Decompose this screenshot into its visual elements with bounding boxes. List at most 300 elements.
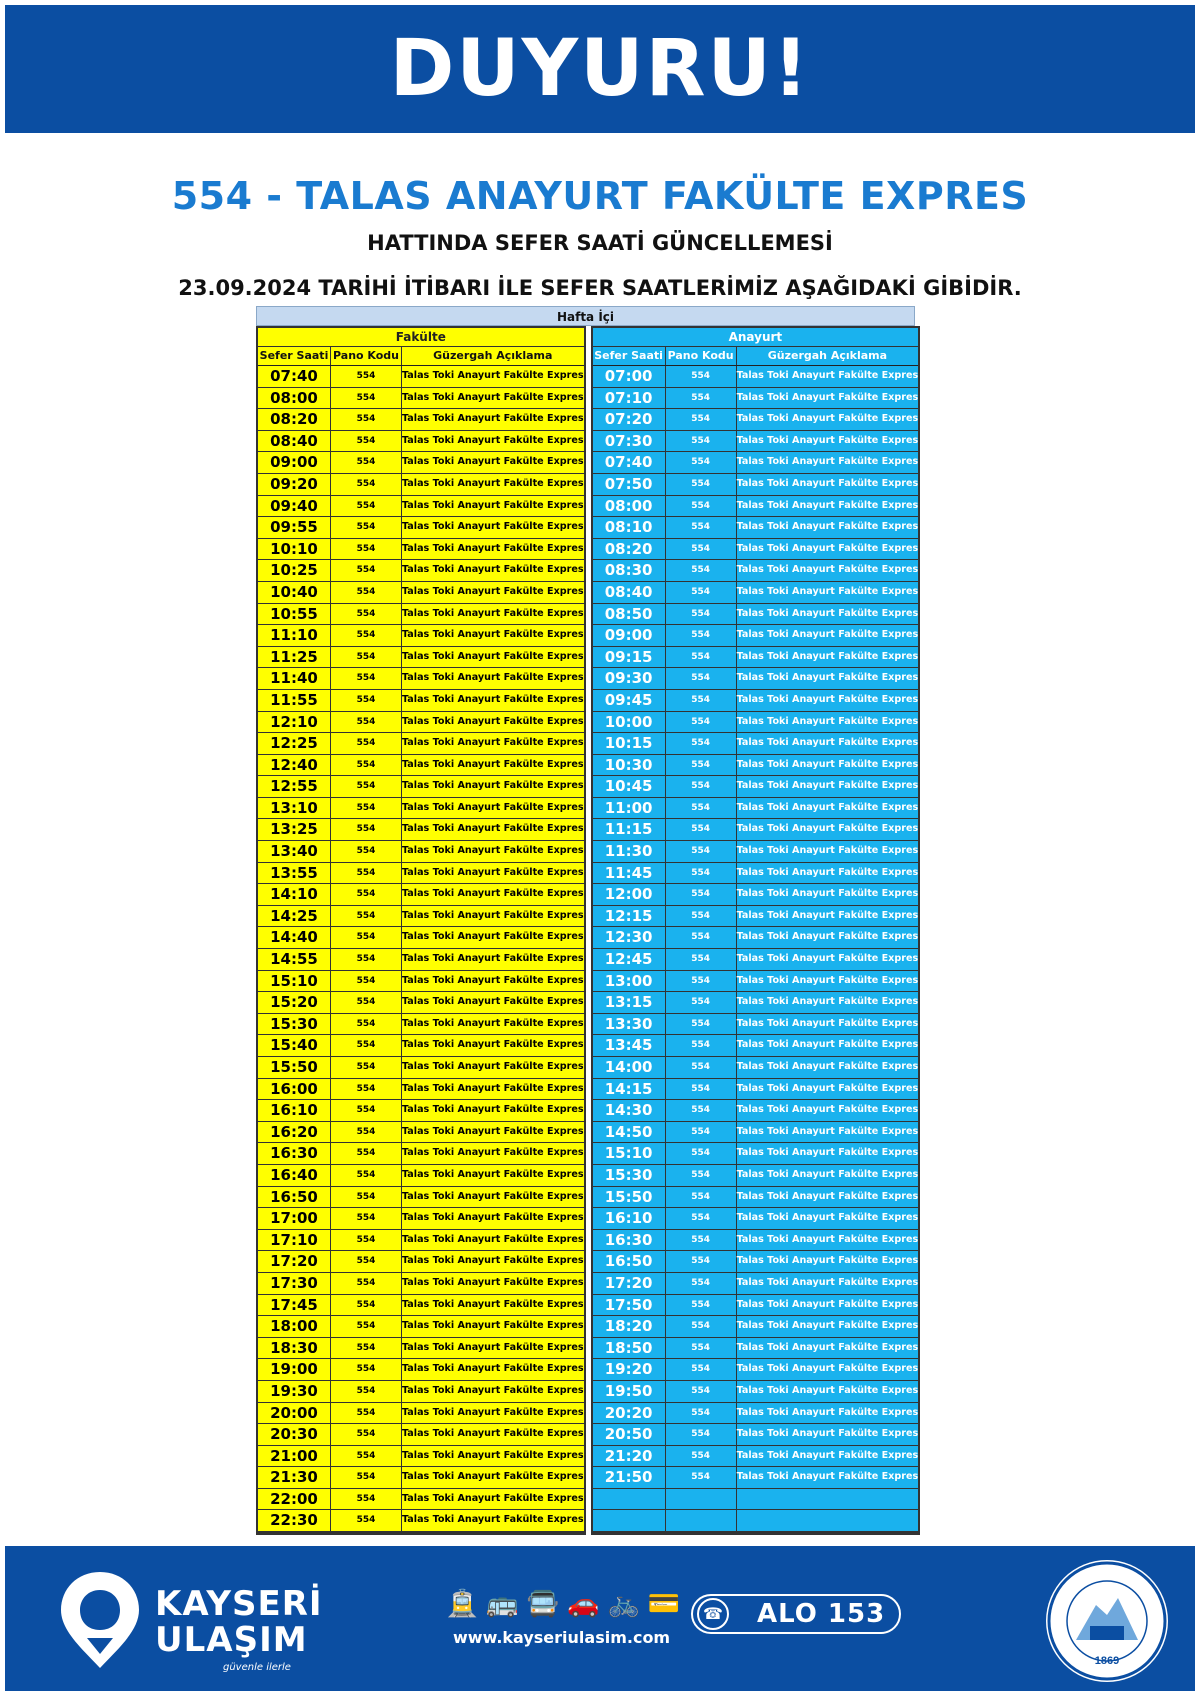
- col-header-time: Sefer Saati: [593, 347, 666, 365]
- departure-time: 15:30: [593, 1165, 666, 1186]
- route-description: Talas Toki Anayurt Fakülte Expres: [736, 715, 919, 727]
- table-row: [593, 992, 919, 1014]
- route-description: Talas Toki Anayurt Fakülte Expres: [402, 1514, 584, 1526]
- route-description: Talas Toki Anayurt Fakülte Expres: [402, 1298, 584, 1310]
- board-code: 554: [666, 819, 737, 840]
- departure-time: 13:55: [258, 863, 331, 884]
- departure-time: 08:20: [593, 539, 666, 560]
- table-row: [593, 366, 919, 388]
- departure-time: 09:15: [593, 647, 666, 668]
- route-description: Talas Toki Anayurt Fakülte Expres: [402, 693, 584, 705]
- table-row: [258, 755, 584, 777]
- route-description: Talas Toki Anayurt Fakülte Expres: [736, 1363, 919, 1375]
- board-code: 554: [666, 949, 737, 970]
- board-code: 554: [331, 1079, 402, 1100]
- board-code: 554: [331, 539, 402, 560]
- board-code: 554: [331, 1100, 402, 1121]
- departure-time: 10:30: [593, 755, 666, 776]
- table-row: [258, 1035, 584, 1057]
- table-row: [593, 604, 919, 626]
- departure-time: 11:30: [593, 841, 666, 862]
- departure-time: 17:00: [258, 1208, 331, 1229]
- route-description: Talas Toki Anayurt Fakülte Expres: [402, 1190, 584, 1202]
- departure-time: 12:40: [258, 755, 331, 776]
- departure-time: 12:25: [258, 733, 331, 754]
- route-description: Talas Toki Anayurt Fakülte Expres: [402, 996, 584, 1008]
- route-title: 554 - TALAS ANAYURT FAKÜLTE EXPRES: [171, 174, 1029, 218]
- departure-time: 07:00: [593, 366, 666, 387]
- board-code: 554: [331, 1510, 402, 1531]
- departure-time: 07:20: [593, 409, 666, 430]
- table-row: [593, 841, 919, 863]
- departure-time: 17:50: [593, 1295, 666, 1316]
- table-row: [593, 1446, 919, 1468]
- board-code: 554: [666, 884, 737, 905]
- departure-time: 17:20: [593, 1273, 666, 1294]
- departure-time: 15:40: [258, 1035, 331, 1056]
- table-row: [593, 1489, 919, 1511]
- departure-time: 11:45: [593, 863, 666, 884]
- departure-time: 15:30: [258, 1014, 331, 1035]
- table-row: [258, 668, 584, 690]
- route-description: Talas Toki Anayurt Fakülte Expres: [402, 758, 584, 770]
- departure-time: 16:20: [258, 1122, 331, 1143]
- table-row: [593, 927, 919, 949]
- table-row: [258, 1381, 584, 1403]
- route-description: Talas Toki Anayurt Fakülte Expres: [736, 1082, 919, 1094]
- brand-tagline: güvenle ilerle: [223, 1662, 291, 1673]
- board-code: 554: [666, 517, 737, 538]
- departure-time: 10:25: [258, 560, 331, 581]
- route-description: Talas Toki Anayurt Fakülte Expres: [736, 1061, 919, 1072]
- route-description: Talas Toki Anayurt Fakülte Expres: [736, 585, 919, 597]
- table-row: [258, 776, 584, 798]
- board-code: [666, 1510, 737, 1531]
- brand-name-line2: ULAŞIM: [155, 1620, 308, 1660]
- route-description: Talas Toki Anayurt Fakülte Expres: [402, 521, 584, 533]
- departure-time: 10:10: [258, 539, 331, 560]
- board-code: 554: [331, 1035, 402, 1056]
- table-row: [258, 1165, 584, 1187]
- route-description: Talas Toki Anayurt Fakülte Expres: [736, 629, 919, 641]
- fakulte-departures: [256, 326, 586, 1535]
- board-code: 554: [666, 366, 737, 387]
- board-code: 554: [331, 1359, 402, 1380]
- route-description: Talas Toki Anayurt Fakülte Expres: [402, 1255, 584, 1267]
- departure-time: 12:10: [258, 712, 331, 733]
- departure-time: 22:30: [258, 1510, 331, 1531]
- hotline-badge[interactable]: [691, 1594, 901, 1634]
- table-row: [258, 733, 584, 755]
- table-row: [258, 1208, 584, 1230]
- board-code: 554: [331, 1187, 402, 1208]
- col-header-code: Pano Kodu: [666, 347, 737, 365]
- departure-time: 09:20: [258, 474, 331, 495]
- announcement-title: DUYURU!: [389, 24, 811, 114]
- board-code: 554: [666, 1230, 737, 1251]
- route-description: Talas Toki Anayurt Fakülte Expres: [402, 1168, 584, 1180]
- departure-time: 08:00: [258, 388, 331, 409]
- table-row: [258, 1316, 584, 1338]
- departure-time: 07:10: [593, 388, 666, 409]
- board-code: 554: [331, 366, 402, 387]
- board-code: 554: [666, 431, 737, 452]
- board-code: 554: [666, 1035, 737, 1056]
- route-description: Talas Toki Anayurt Fakülte Expres: [402, 1017, 584, 1029]
- board-code: 554: [666, 452, 737, 473]
- table-row: [258, 992, 584, 1014]
- route-description: Talas Toki Anayurt Fakülte Expres: [736, 1428, 919, 1440]
- table-row: [593, 949, 919, 971]
- board-code: 554: [331, 1014, 402, 1035]
- departure-time: 11:00: [593, 798, 666, 819]
- table-row: [258, 604, 584, 626]
- route-description: Talas Toki Anayurt Fakülte Expres: [736, 1276, 919, 1288]
- table-row: [258, 863, 584, 885]
- departure-time: 16:40: [258, 1165, 331, 1186]
- departure-time: 20:20: [593, 1403, 666, 1424]
- route-description: Talas Toki Anayurt Fakülte Expres: [402, 1320, 584, 1332]
- table-row: [593, 733, 919, 755]
- table-row: [593, 1230, 919, 1252]
- route-description: Talas Toki Anayurt Fakülte Expres: [402, 1449, 584, 1461]
- departure-time: 14:50: [593, 1122, 666, 1143]
- board-code: 554: [331, 992, 402, 1013]
- table-row: [258, 1187, 584, 1209]
- board-code: 554: [331, 884, 402, 905]
- departure-time: 16:10: [593, 1208, 666, 1229]
- route-description: Talas Toki Anayurt Fakülte Expres: [402, 1039, 584, 1051]
- departure-time: 13:45: [593, 1035, 666, 1056]
- table-row: [593, 1424, 919, 1446]
- route-description: Talas Toki Anayurt Fakülte Expres: [736, 823, 919, 835]
- route-description: Talas Toki Anayurt Fakülte Expres: [736, 1320, 919, 1332]
- card-icon: 💳: [647, 1589, 681, 1619]
- route-description: Talas Toki Anayurt Fakülte Expres: [736, 1017, 919, 1029]
- board-code: 554: [666, 1273, 737, 1294]
- table-row: [593, 1079, 919, 1101]
- table-row: [593, 388, 919, 410]
- departure-time: 21:20: [593, 1446, 666, 1467]
- board-code: 554: [666, 906, 737, 927]
- board-code: 554: [331, 776, 402, 797]
- board-code: 554: [666, 539, 737, 560]
- departure-time: [593, 1510, 666, 1531]
- route-description: Talas Toki Anayurt Fakülte Expres: [402, 370, 584, 381]
- departure-time: 14:30: [593, 1100, 666, 1121]
- table-row: [593, 884, 919, 906]
- board-code: 554: [331, 1381, 402, 1402]
- board-code: 554: [331, 1057, 402, 1078]
- board-code: 554: [331, 798, 402, 819]
- bus-icon: 🚌: [486, 1589, 519, 1619]
- route-description: Talas Toki Anayurt Fakülte Expres: [402, 931, 584, 943]
- tram-icon: 🚊: [446, 1589, 479, 1619]
- departure-time: 12:30: [593, 927, 666, 948]
- board-code: 554: [331, 927, 402, 948]
- board-code: 554: [666, 1316, 737, 1337]
- departure-time: 12:00: [593, 884, 666, 905]
- phone-icon: ☎: [697, 1598, 729, 1630]
- departure-time: 16:30: [258, 1143, 331, 1164]
- table-row: [593, 906, 919, 928]
- table-row: [258, 1273, 584, 1295]
- board-code: 554: [666, 1122, 737, 1143]
- route-description: Talas Toki Anayurt Fakülte Expres: [736, 650, 919, 662]
- anayurt-rows: [593, 366, 919, 1533]
- route-description: Talas Toki Anayurt Fakülte Expres: [736, 1039, 919, 1051]
- table-row: [593, 539, 919, 561]
- board-code: 554: [666, 1403, 737, 1424]
- departure-time: 11:15: [593, 819, 666, 840]
- board-code: 554: [666, 1467, 737, 1488]
- board-code: 554: [666, 1359, 737, 1380]
- departure-time: 08:00: [593, 496, 666, 517]
- route-description: Talas Toki Anayurt Fakülte Expres: [402, 1061, 584, 1072]
- board-code: 554: [331, 1446, 402, 1467]
- departure-time: 19:20: [593, 1359, 666, 1380]
- route-description: Talas Toki Anayurt Fakülte Expres: [402, 1125, 584, 1137]
- route-description: [737, 1489, 919, 1510]
- route-description: [737, 1510, 919, 1531]
- route-description: Talas Toki Anayurt Fakülte Expres: [736, 1255, 919, 1267]
- board-code: 554: [666, 1295, 737, 1316]
- departure-time: 12:55: [258, 776, 331, 797]
- table-row: [258, 517, 584, 539]
- board-code: 554: [331, 1208, 402, 1229]
- route-description: Talas Toki Anayurt Fakülte Expres: [736, 499, 919, 511]
- brand-name-line1: KAYSERİ: [155, 1584, 323, 1624]
- route-description: Talas Toki Anayurt Fakülte Expres: [736, 542, 919, 554]
- route-description: Talas Toki Anayurt Fakülte Expres: [736, 974, 919, 986]
- board-code: 554: [331, 1338, 402, 1359]
- route-description: Talas Toki Anayurt Fakülte Expres: [736, 456, 919, 468]
- anayurt-departures: [591, 326, 921, 1535]
- departure-time: 08:50: [593, 604, 666, 625]
- route-description: Talas Toki Anayurt Fakülte Expres: [402, 650, 584, 662]
- route-description: Talas Toki Anayurt Fakülte Expres: [402, 1363, 584, 1375]
- board-code: 554: [331, 388, 402, 409]
- route-description: Talas Toki Anayurt Fakülte Expres: [736, 1341, 919, 1353]
- departure-time: 10:55: [258, 604, 331, 625]
- table-row: [258, 884, 584, 906]
- departure-time: 10:40: [258, 582, 331, 603]
- table-row: [258, 582, 584, 604]
- table-row: [258, 949, 584, 971]
- board-code: 554: [666, 582, 737, 603]
- board-code: 554: [331, 1251, 402, 1272]
- table-row: [593, 668, 919, 690]
- route-description: Talas Toki Anayurt Fakülte Expres: [736, 413, 919, 425]
- route-description: Talas Toki Anayurt Fakülte Expres: [402, 413, 584, 425]
- board-code: 554: [666, 1424, 737, 1445]
- route-description: Talas Toki Anayurt Fakülte Expres: [402, 1233, 584, 1245]
- table-row: [593, 409, 919, 431]
- departure-time: 08:30: [593, 560, 666, 581]
- route-description: Talas Toki Anayurt Fakülte Expres: [736, 1471, 919, 1483]
- route-description: Talas Toki Anayurt Fakülte Expres: [402, 391, 584, 403]
- board-code: 554: [331, 560, 402, 581]
- route-description: Talas Toki Anayurt Fakülte Expres: [402, 456, 584, 468]
- departure-time: 07:30: [593, 431, 666, 452]
- route-description: Talas Toki Anayurt Fakülte Expres: [736, 996, 919, 1008]
- table-row: [258, 474, 584, 496]
- timetable: [256, 306, 919, 1535]
- board-code: 554: [666, 1014, 737, 1035]
- table-row: [258, 409, 584, 431]
- board-code: 554: [666, 604, 737, 625]
- departure-time: 09:40: [258, 496, 331, 517]
- route-description: Talas Toki Anayurt Fakülte Expres: [736, 1168, 919, 1180]
- departure-time: 07:40: [593, 452, 666, 473]
- table-row: [258, 1230, 584, 1252]
- board-code: 554: [331, 452, 402, 473]
- table-row: [258, 539, 584, 561]
- departure-time: 11:10: [258, 625, 331, 646]
- route-description: Talas Toki Anayurt Fakülte Expres: [736, 1212, 919, 1224]
- table-row: [593, 819, 919, 841]
- route-description: Talas Toki Anayurt Fakülte Expres: [736, 370, 919, 381]
- board-code: 554: [331, 733, 402, 754]
- col-header-route: Güzergah Açıklama: [433, 349, 553, 362]
- board-code: 554: [666, 668, 737, 689]
- board-code: 554: [331, 1165, 402, 1186]
- departure-time: 18:00: [258, 1316, 331, 1337]
- departure-time: 14:15: [593, 1079, 666, 1100]
- departure-time: 08:10: [593, 517, 666, 538]
- departure-time: 17:10: [258, 1230, 331, 1251]
- departure-time: 16:30: [593, 1230, 666, 1251]
- departure-time: 10:00: [593, 712, 666, 733]
- table-row: [258, 971, 584, 993]
- departure-time: 09:00: [593, 625, 666, 646]
- board-code: 554: [331, 906, 402, 927]
- departure-time: 12:45: [593, 949, 666, 970]
- departure-time: 11:40: [258, 668, 331, 689]
- board-code: 554: [331, 1230, 402, 1251]
- route-description: Talas Toki Anayurt Fakülte Expres: [736, 521, 919, 533]
- board-code: 554: [331, 604, 402, 625]
- route-description: Talas Toki Anayurt Fakülte Expres: [736, 477, 919, 489]
- table-row: [593, 517, 919, 539]
- board-code: 554: [331, 1316, 402, 1337]
- table-row: [593, 1510, 919, 1533]
- table-row: [258, 841, 584, 863]
- departure-time: 09:00: [258, 452, 331, 473]
- anayurt-header: Anayurt: [593, 328, 919, 347]
- table-row: [593, 1208, 919, 1230]
- table-row: [258, 1510, 584, 1533]
- route-description: Talas Toki Anayurt Fakülte Expres: [402, 1406, 584, 1418]
- table-row: [258, 1251, 584, 1273]
- table-row: [258, 1424, 584, 1446]
- route-description: Talas Toki Anayurt Fakülte Expres: [736, 564, 919, 576]
- table-row: [593, 1143, 919, 1165]
- departure-time: 21:00: [258, 1446, 331, 1467]
- table-row: [258, 819, 584, 841]
- location-pin-logo-icon: [57, 1568, 143, 1672]
- departure-time: 15:20: [258, 992, 331, 1013]
- table-row: [258, 1446, 584, 1468]
- route-description: Talas Toki Anayurt Fakülte Expres: [402, 564, 584, 576]
- route-description: Talas Toki Anayurt Fakülte Expres: [736, 1233, 919, 1245]
- board-code: 554: [331, 1424, 402, 1445]
- table-row: [258, 452, 584, 474]
- table-row: [258, 1057, 584, 1079]
- departure-time: 13:25: [258, 819, 331, 840]
- effective-date-notice: 23.09.2024 TARİHİ İTİBARI İLE SEFER SAATLERİMİZ AŞAĞIDAKİ GİBİDİR.: [178, 276, 1022, 300]
- departure-time: 09:30: [593, 668, 666, 689]
- board-code: 554: [666, 1338, 737, 1359]
- departure-time: 16:10: [258, 1100, 331, 1121]
- footer: [5, 1546, 1195, 1691]
- route-description: Talas Toki Anayurt Fakülte Expres: [736, 780, 919, 792]
- departure-time: 17:30: [258, 1273, 331, 1294]
- table-row: [593, 1035, 919, 1057]
- board-code: 554: [666, 1446, 737, 1467]
- table-row: [593, 1316, 919, 1338]
- route-description: Talas Toki Anayurt Fakülte Expres: [736, 1104, 919, 1116]
- departure-time: 08:40: [593, 582, 666, 603]
- route-description: Talas Toki Anayurt Fakülte Expres: [736, 888, 919, 900]
- board-code: 554: [666, 776, 737, 797]
- board-code: 554: [666, 1187, 737, 1208]
- route-description: Talas Toki Anayurt Fakülte Expres: [402, 1276, 584, 1288]
- municipality-seal-icon: [1046, 1560, 1168, 1682]
- route-description: Talas Toki Anayurt Fakülte Expres: [736, 1406, 919, 1418]
- bicycle-icon: 🚲: [607, 1589, 640, 1619]
- board-code: [666, 1489, 737, 1510]
- board-code: 554: [666, 647, 737, 668]
- board-code: 554: [331, 1273, 402, 1294]
- route-description: Talas Toki Anayurt Fakülte Expres: [402, 1104, 584, 1116]
- transport-icons: [446, 1586, 680, 1622]
- route-description: Talas Toki Anayurt Fakülte Expres: [736, 953, 919, 965]
- table-row: [593, 1338, 919, 1360]
- board-code: 554: [666, 1381, 737, 1402]
- route-description: Talas Toki Anayurt Fakülte Expres: [402, 585, 584, 597]
- route-description: Talas Toki Anayurt Fakülte Expres: [736, 1449, 919, 1461]
- table-row: [258, 1295, 584, 1317]
- route-description: Talas Toki Anayurt Fakülte Expres: [736, 391, 919, 403]
- route-description: Talas Toki Anayurt Fakülte Expres: [402, 737, 584, 749]
- board-code: 554: [666, 798, 737, 819]
- departure-time: 10:45: [593, 776, 666, 797]
- departure-time: 07:50: [593, 474, 666, 495]
- board-code: 554: [331, 474, 402, 495]
- departure-time: 19:00: [258, 1359, 331, 1380]
- board-code: 554: [666, 690, 737, 711]
- website-link[interactable]: www.kayseriulasim.com: [453, 1628, 671, 1647]
- table-row: [593, 1165, 919, 1187]
- table-row: [593, 560, 919, 582]
- route-description: Talas Toki Anayurt Fakülte Expres: [402, 1082, 584, 1094]
- board-code: 554: [331, 841, 402, 862]
- board-code: 554: [331, 755, 402, 776]
- table-row: [258, 927, 584, 949]
- departure-time: 17:20: [258, 1251, 331, 1272]
- route-description: Talas Toki Anayurt Fakülte Expres: [402, 888, 584, 900]
- board-code: 554: [331, 1122, 402, 1143]
- board-code: 554: [666, 388, 737, 409]
- board-code: 554: [666, 560, 737, 581]
- table-row: [593, 1295, 919, 1317]
- table-row: [593, 625, 919, 647]
- fakulte-column-headers: [258, 347, 584, 366]
- board-code: 554: [666, 971, 737, 992]
- table-row: [258, 1359, 584, 1381]
- board-code: 554: [666, 1165, 737, 1186]
